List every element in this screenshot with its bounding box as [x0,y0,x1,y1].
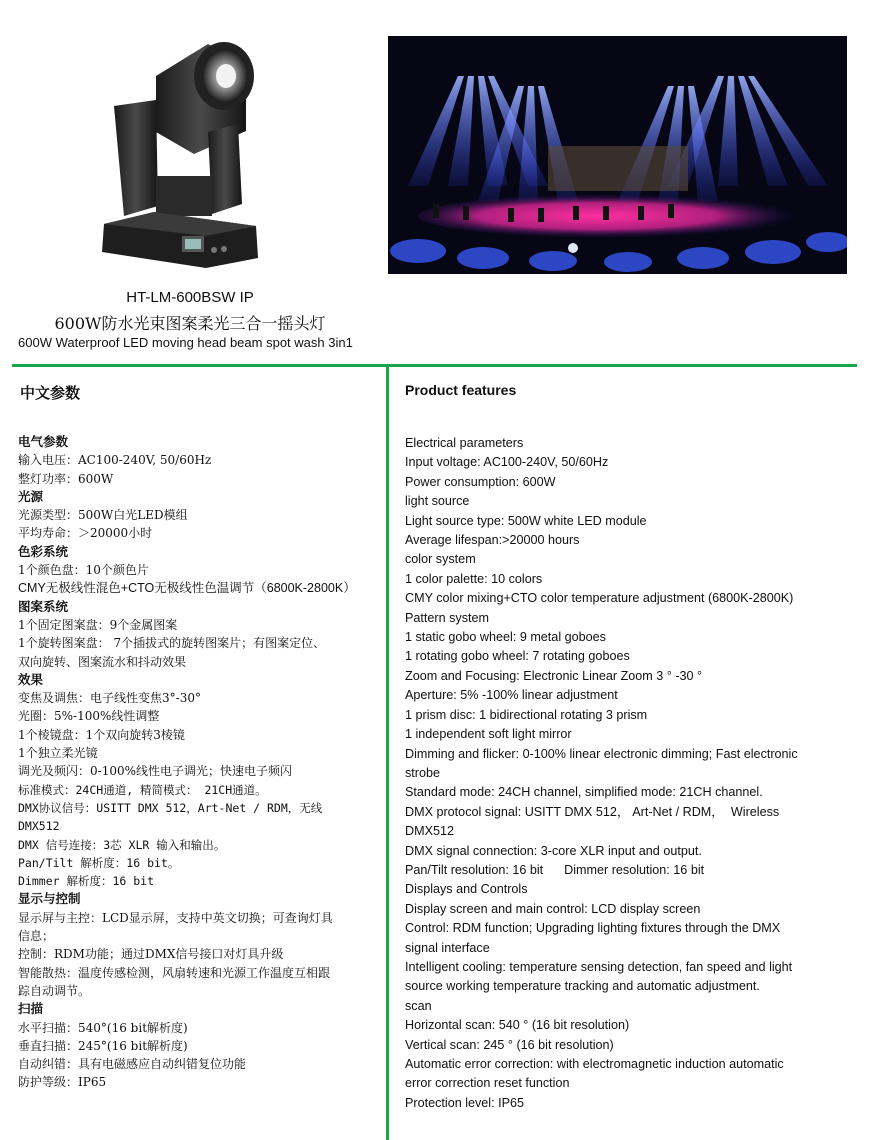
feature-line: CMY color mixing+CTO color temperature adjustment (6800K-2800K) [405,591,794,606]
product-features-heading: Product features [405,382,517,398]
spec-line: 信息； [18,929,55,944]
spec-line: 1个颜色盘：10个颜色片 [18,563,149,578]
feature-line: 1 independent soft light mirror [405,727,572,742]
spec-line: Dimmer 解析度：16 bit [18,874,155,889]
feature-line: light source [405,494,470,509]
product-photo [96,36,266,270]
spec-line: 1个固定图案盘：9个金属图案 [18,617,178,632]
model-title: HT-LM-600BSW IP [126,289,254,306]
feature-line: DMX512 [405,824,454,839]
feature-line: Zoom and Focusing: Electronic Linear Zoom 3 ° -30 ° [405,668,703,683]
spec-line: 水平扫描：540°(16 bit解析度) [18,1020,188,1035]
feature-line: Displays and Controls [405,882,528,897]
stage-photo [388,36,847,274]
feature-line: source working temperature tracking and automatic adjustment. [405,979,760,994]
spec-line: DMX 信号连接：3芯 XLR 输入和输出。 [18,837,226,852]
vertical-divider [386,366,389,1140]
feature-line: Intelligent cooling: temperature sensing detection, fan speed and light [405,959,793,974]
spec-line: 显示屏与主控：LCD显示屏，支持中英文切换；可查询灯具 [18,910,333,925]
feature-line: scan [405,998,432,1013]
feature-line: strobe [405,765,441,780]
feature-line: Electrical parameters [405,436,524,450]
spec-line: 变焦及调焦：电子线性变焦3°-30° [18,691,201,706]
spec-line: 平均寿命：＞20000小时 [18,526,153,541]
spec-line: 1个独立柔光镜 [18,746,98,761]
spec-line: 整灯功率：600W [18,471,114,486]
feature-line: Aperture: 5% -100% linear adjustment [405,688,618,703]
spec-line: DMX512 [18,819,60,834]
feature-line: 1 static gobo wheel: 9 metal goboes [405,630,606,645]
spec-line: 双向旋转、图案流水和抖动效果 [18,654,187,669]
feature-line: Average lifespan:>20000 hours [405,533,580,548]
feature-line: DMX signal connection: 3-core XLR input and output. [405,843,702,858]
feature-line: Automatic error correction: with electromagnetic induction automatic [405,1057,784,1071]
chinese-specs-list [18,433,384,1092]
spec-section-heading: 显示与控制 [18,891,81,907]
horizontal-divider [12,364,857,367]
feature-line: Light source type: 500W white LED module [405,513,647,528]
feature-line: color system [405,552,476,567]
english-product-title: 600W Waterproof LED moving head beam spot wash 3in1 [18,335,353,350]
spec-section-heading: 色彩系统 [18,543,69,559]
feature-line: Control: RDM function; Upgrading lighting fixtures through the DMX [405,921,781,936]
spec-section-heading: 效果 [18,671,44,687]
spec-line: 踪自动调节。 [18,983,91,998]
spec-line: DMX协议信号：USITT DMX 512，Art-Net / RDM，无线 [18,800,323,815]
feature-line: Pattern system [405,610,489,625]
feature-line: signal interface [405,940,490,955]
feature-line: Power consumption: 600W [405,474,556,489]
spec-line: 智能散热：温度传感检测，风扇转速和光源工作温度互相跟 [18,965,331,980]
feature-line: Pan/Tilt resolution: 16 bit Dimmer resolution: 16 bit [405,862,705,877]
spec-line: 输入电压：AC100-240V, 50/60Hz [18,453,212,468]
feature-line: DMX protocol signal: USITT DMX 512， Art-Net / RDM， Wireless [405,804,780,819]
feature-line: 1 prism disc: 1 bidirectional rotating 3 prism [405,707,648,722]
spec-line: 调光及频闪：0-100%线性电子调光；快速电子频闪 [18,764,292,779]
spec-line: 光圈：5%-100%线性调整 [18,709,160,724]
spec-line: 自动纠错：具有电磁感应自动纠错复位功能 [18,1057,247,1072]
spec-line: 1个旋转图案盘： 7个插拔式的旋转图案片；有图案定位、 [18,636,326,651]
chinese-product-title: 600W防水光束图案柔光三合一摇头灯 [54,314,326,333]
feature-line: 1 rotating gobo wheel: 7 rotating goboes [405,649,630,664]
product-features-list [405,434,845,1113]
feature-line: Horizontal scan: 540 ° (16 bit resolution) [405,1018,630,1033]
feature-line: Standard mode: 24CH channel, simplified mode: 21CH channel. [405,785,763,800]
spec-section-heading: 电气参数 [18,434,69,449]
spec-line: 1个棱镜盘：1个双向旋转3棱镜 [18,727,185,742]
spec-line: 防护等级：IP65 [18,1075,107,1090]
feature-line: Input voltage: AC100-240V, 50/60Hz [405,455,609,470]
spec-line: 光源类型：500W白光LED模组 [18,508,188,523]
spec-section-heading: 图案系统 [18,598,69,614]
spec-line: CMY无极线性混色+CTO无极线性色温调节（6800K-2800K） [18,581,356,596]
chinese-specs-heading: 中文参数 [20,384,81,402]
feature-line: Display screen and main control: LCD display screen [405,901,701,916]
feature-line: Protection level: IP65 [405,1095,525,1110]
spec-line: 垂直扫描：245°(16 bit解析度) [18,1038,188,1053]
spec-line: 标准模式：24CH通道, 精简模式： 21CH通道。 [18,782,267,797]
feature-line: error correction reset function [405,1076,570,1091]
spec-section-heading: 扫描 [18,1001,44,1017]
feature-line: 1 color palette: 10 colors [405,571,543,586]
spec-line: Pan/Tilt 解析度：16 bit。 [18,855,180,870]
spec-section-heading: 光源 [18,488,44,504]
spec-line: 控制：RDM功能；通过DMX信号接口对灯具升级 [18,947,284,962]
feature-line: Vertical scan: 245 ° (16 bit resolution) [405,1037,614,1052]
feature-line: Dimming and flicker: 0-100% linear electronic dimming; Fast electronic [405,746,798,761]
